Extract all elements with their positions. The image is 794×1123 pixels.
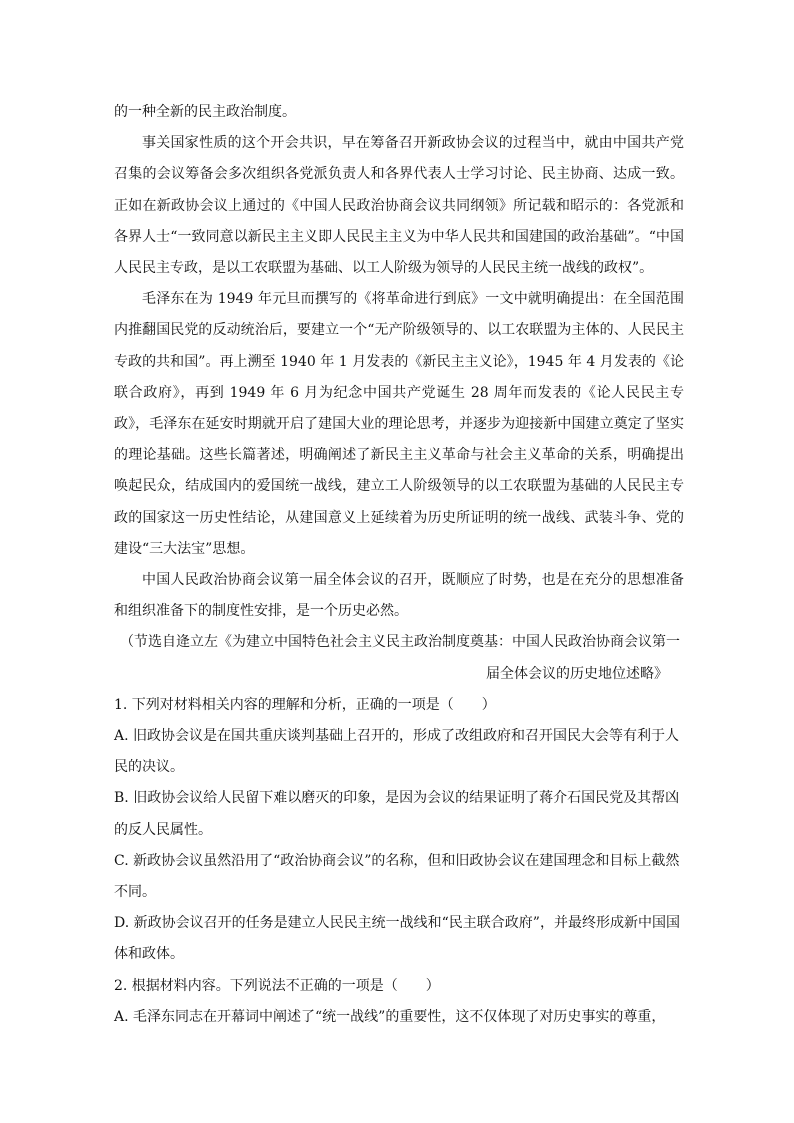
paragraph-mao-theory: 毛泽东在为 1949 年元旦而撰写的《将革命进行到底》一文中就明确提出：在全国范围内推翻国民党的反动统治后，要建立一个“无产阶级领导的、以工农联盟为主体的、人民民主专政的共和国”。再上溯至 1940 年 1 月发表的《新民主主义论》，1945 年 4 月发表的《论联合政府》，再到 1949 年 6 月为纪念中国共产党诞生 28 周年而发表的《论人民民主专政》，毛泽东在延安时期就开启了建国大业的理论思考，并逐步为迎接新中国建立奠定了坚实的理论基础。这些长篇著述，明确阐述了新民主主义革命与社会主义革命的关系，明确提出唤起民众，结成国内的爱国统一战线，建立工人阶级领导的以工农联盟为基础的人民民主专政的国家这一历史性结论，从建国意义上延续着为历史所证明的统一战线、武装斗争、党的建设“三大法宝”思想。 — [114, 291, 684, 557]
question-1-option-a: A. 旧政协会议是在国共重庆谈判基础上召开的，形成了改组政府和召开国民大会等有利于人民的决议。 — [114, 728, 680, 776]
paragraph-conclusion: 中国人民政治协商会议第一届全体会议的召开，既顺应了时势，也是在充分的思想准备和组织准备下的制度性安排，是一个历史必然。 — [114, 572, 684, 620]
source-line-2: 届全体会议的历史地位述略》 — [486, 665, 668, 682]
question-1-option-c: C. 新政协会议虽然沿用了“政治协商会议”的名称，但和旧政协会议在建国理念和目标上截然不同。 — [114, 852, 680, 901]
question-1-option-d: D. 新政协会议召开的任务是建立人民民主统一战线和“民主联合政府”，并最终形成新中国国体和政体。 — [114, 915, 680, 963]
paragraph-continuation: 的一种全新的民主政治制度。 — [114, 104, 296, 120]
question-stem: 2. 根据材料内容。下列说法不正确的一项是（ ） — [114, 977, 440, 994]
source-citation — [114, 627, 684, 689]
question-1-option-b: B. 旧政协会议给人民留下难以磨灭的印象，是因为会议的结果证明了蒋介石国民党及其帮凶的反人民属性。 — [114, 790, 680, 838]
question-stem: 1. 下列对材料相关内容的理解和分析，正确的一项是（ ） — [114, 696, 496, 713]
source-line-1: （节选自逄立左《为建立中国特色社会主义民主政治制度奠基：中国人民政治协商会议第一 — [120, 634, 680, 651]
question-2-option-a: A. 毛泽东同志在开幕词中阐述了“统一战线”的重要性，这不仅体现了对历史事实的尊重， — [114, 1008, 666, 1025]
paragraph-consensus: 事关国家性质的这个开会共识，早在筹备召开新政协会议的过程当中，就由中国共产党召集的会议筹备会多次组织各党派负责人和各界代表人士学习讨论、民主协商、达成一致。正如在新政协会议上通过的《中国人民政治协商会议共同纲领》所记载和昭示的：各党派和各界人士“一致同意以新民主主义即人民民主主义为中华人民共和国建国的政治基础”。“中国人民民主专政，是以工农联盟为基础、以工人阶级为领导的人民民主统一战线的政权”。 — [114, 135, 684, 277]
question-2 — [114, 971, 684, 1033]
question-1 — [114, 690, 684, 971]
document-page — [114, 97, 684, 1033]
